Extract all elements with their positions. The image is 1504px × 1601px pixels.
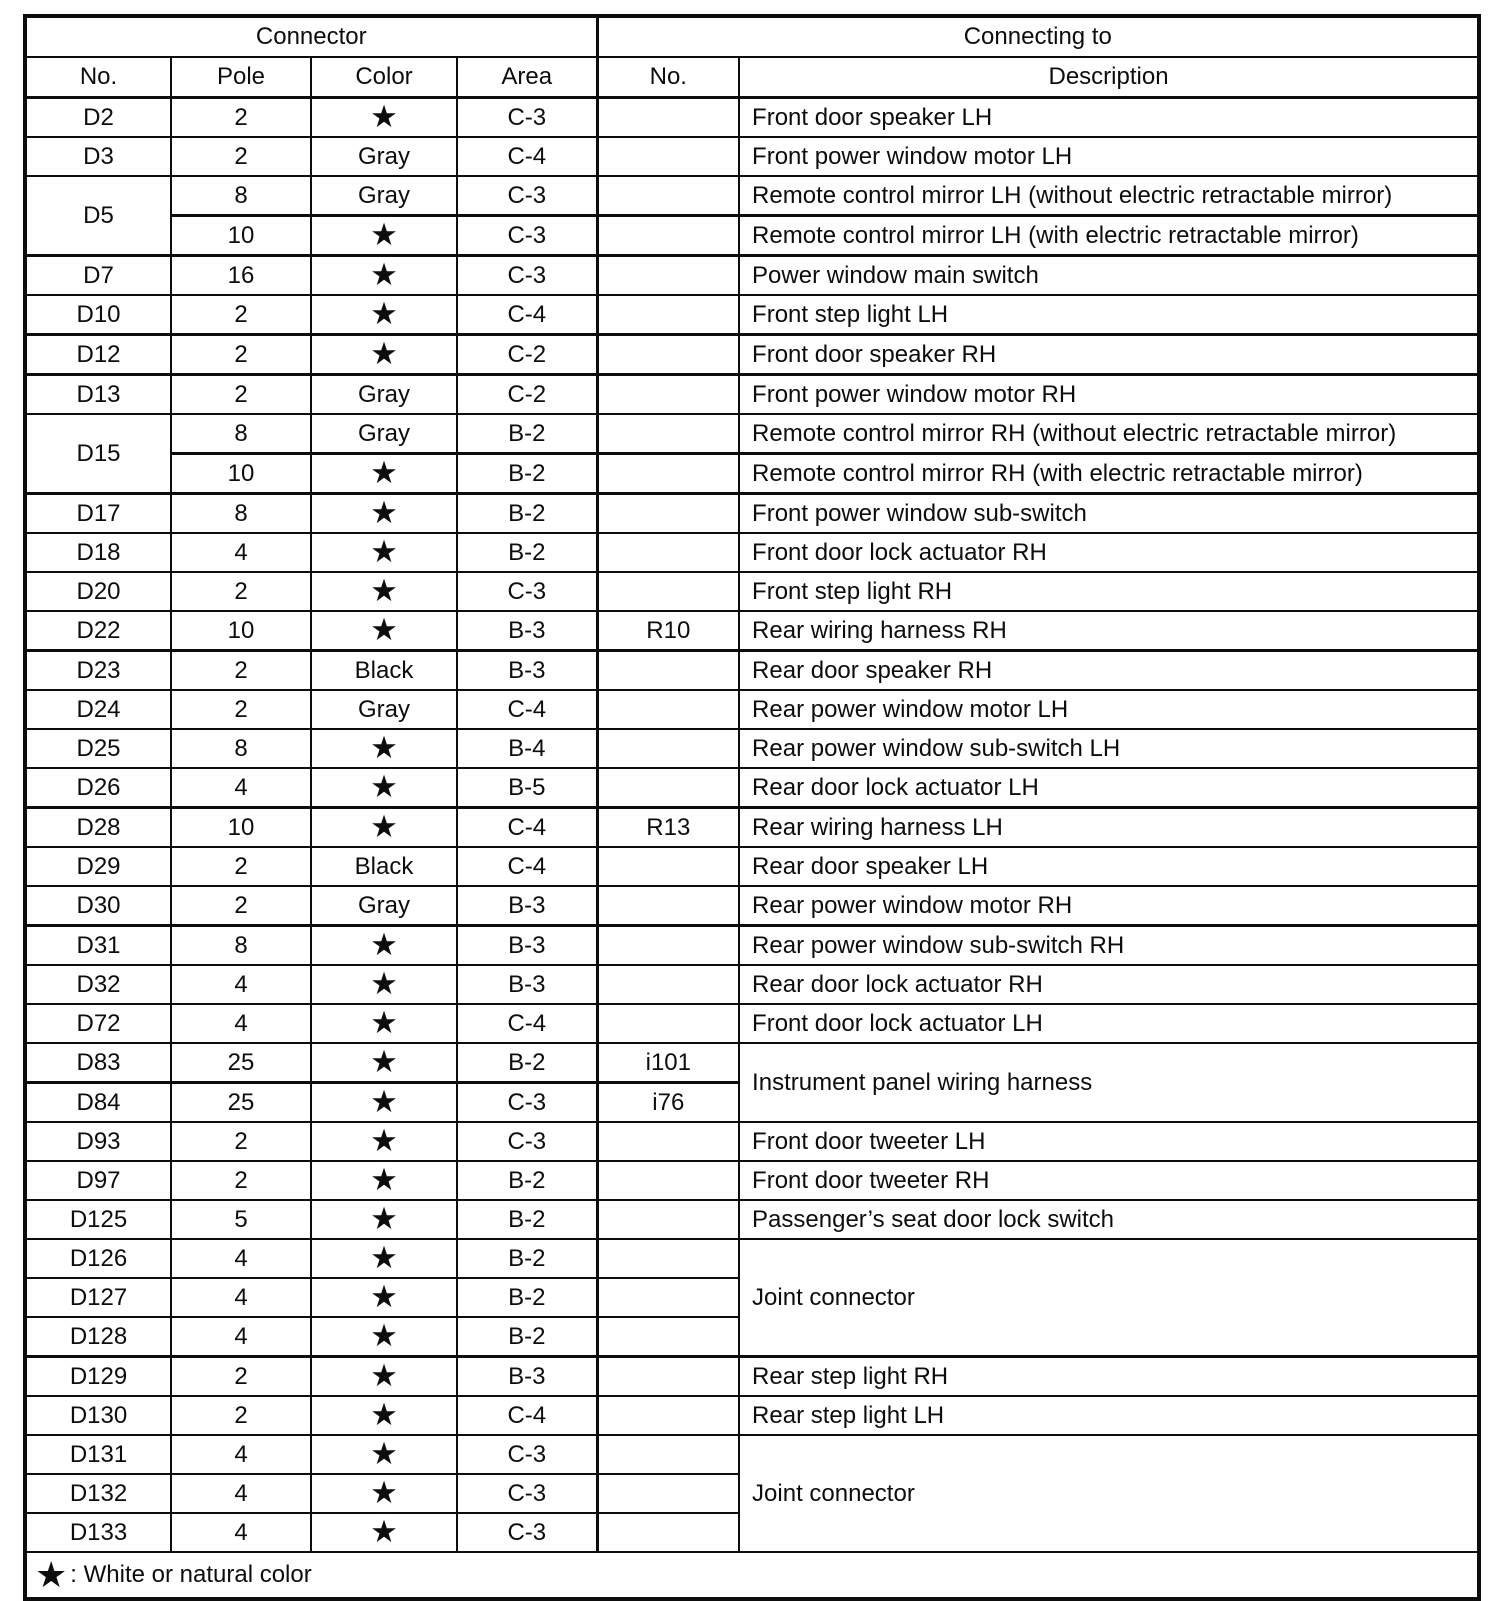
cell-connecting-no — [597, 1004, 739, 1043]
cell-area: B-2 — [457, 1200, 597, 1239]
connecting-to-group-header: Connecting to — [597, 16, 1479, 57]
cell-description: Front door tweeter RH — [739, 1161, 1479, 1200]
cell-connector-no: D31 — [25, 926, 171, 966]
cell-pole: 4 — [171, 965, 311, 1004]
table-row — [25, 1004, 1479, 1043]
cell-area: B-2 — [457, 533, 597, 572]
table-row — [25, 1357, 1479, 1397]
table-row — [25, 295, 1479, 335]
cell-pole: 4 — [171, 1317, 311, 1357]
cell-color — [311, 1239, 457, 1278]
cell-area: B-2 — [457, 1239, 597, 1278]
cell-connecting-no — [597, 98, 739, 138]
star-icon: ★ — [370, 1083, 398, 1119]
col-header-color: Color — [311, 57, 457, 98]
cell-description: Rear door lock actuator LH — [739, 768, 1479, 808]
table-row — [25, 1043, 1479, 1083]
table-row — [25, 651, 1479, 691]
cell-area: B-3 — [457, 886, 597, 926]
connector-table — [23, 14, 1481, 1601]
cell-area: B-2 — [457, 454, 597, 494]
cell-color — [311, 926, 457, 966]
table-row — [25, 768, 1479, 808]
cell-description: Remote control mirror RH (without electric retractable mirror) — [739, 414, 1479, 454]
cell-area: B-5 — [457, 768, 597, 808]
cell-color — [311, 216, 457, 256]
star-icon: ★ — [370, 454, 398, 490]
cell-area: B-4 — [457, 729, 597, 768]
cell-connector-no: D29 — [25, 847, 171, 886]
cell-area: C-4 — [457, 847, 597, 886]
cell-pole: 2 — [171, 335, 311, 375]
cell-pole: 2 — [171, 847, 311, 886]
footnote-cell — [25, 1552, 1479, 1599]
cell-color — [311, 1474, 457, 1513]
cell-pole: 2 — [171, 137, 311, 176]
cell-color: Gray — [311, 886, 457, 926]
cell-description: Rear door speaker RH — [739, 651, 1479, 691]
cell-description: Front power window sub-switch — [739, 494, 1479, 534]
col-header-connector-no: No. — [25, 57, 171, 98]
table-row — [25, 216, 1479, 256]
cell-connecting-no: i76 — [597, 1083, 739, 1123]
cell-color: Black — [311, 651, 457, 691]
star-icon: ★ — [370, 572, 398, 608]
cell-connector-no: D15 — [25, 414, 171, 494]
cell-connecting-no — [597, 1317, 739, 1357]
cell-connecting-no — [597, 216, 739, 256]
cell-connector-no: D5 — [25, 176, 171, 256]
cell-area: C-3 — [457, 1122, 597, 1161]
cell-connector-no: D26 — [25, 768, 171, 808]
table-row — [25, 256, 1479, 296]
cell-description: Front door tweeter LH — [739, 1122, 1479, 1161]
cell-description: Rear wiring harness LH — [739, 808, 1479, 848]
cell-pole: 4 — [171, 1513, 311, 1552]
cell-connector-no: D125 — [25, 1200, 171, 1239]
cell-pole: 8 — [171, 414, 311, 454]
cell-description: Rear step light RH — [739, 1357, 1479, 1397]
cell-connecting-no — [597, 256, 739, 296]
cell-description: Rear door speaker LH — [739, 847, 1479, 886]
cell-connecting-no — [597, 847, 739, 886]
cell-connecting-no — [597, 1474, 739, 1513]
cell-pole: 4 — [171, 533, 311, 572]
cell-description: Joint connector — [739, 1239, 1479, 1357]
cell-connector-no: D72 — [25, 1004, 171, 1043]
cell-color — [311, 768, 457, 808]
cell-connecting-no — [597, 1396, 739, 1435]
cell-color — [311, 1122, 457, 1161]
star-icon: ★ — [370, 256, 398, 292]
cell-area: C-4 — [457, 137, 597, 176]
star-icon: ★ — [370, 1161, 398, 1197]
cell-connector-no: D30 — [25, 886, 171, 926]
star-icon: ★ — [370, 1122, 398, 1158]
star-icon: ★ — [370, 1513, 398, 1549]
cell-color — [311, 1435, 457, 1474]
cell-pole: 2 — [171, 295, 311, 335]
cell-area: C-4 — [457, 295, 597, 335]
connector-group-header: Connector — [25, 16, 597, 57]
col-header-connecting-no: No. — [597, 57, 739, 98]
cell-description: Power window main switch — [739, 256, 1479, 296]
cell-color — [311, 808, 457, 848]
cell-pole: 25 — [171, 1043, 311, 1083]
cell-connecting-no — [597, 533, 739, 572]
star-icon: ★ — [35, 1554, 68, 1595]
cell-connector-no: D17 — [25, 494, 171, 534]
cell-description: Rear power window sub-switch RH — [739, 926, 1479, 966]
cell-color — [311, 1161, 457, 1200]
table-body — [25, 98, 1479, 1553]
table-row — [25, 137, 1479, 176]
cell-pole: 4 — [171, 1239, 311, 1278]
star-icon: ★ — [370, 926, 398, 962]
cell-connector-no: D83 — [25, 1043, 171, 1083]
cell-connecting-no — [597, 375, 739, 415]
cell-connecting-no — [597, 651, 739, 691]
cell-connecting-no — [597, 690, 739, 729]
cell-connector-no: D126 — [25, 1239, 171, 1278]
table-row — [25, 847, 1479, 886]
table-row — [25, 335, 1479, 375]
star-icon: ★ — [370, 965, 398, 1001]
cell-color: Gray — [311, 176, 457, 216]
cell-description: Front door speaker RH — [739, 335, 1479, 375]
cell-pole: 2 — [171, 651, 311, 691]
table-row — [25, 965, 1479, 1004]
cell-connector-no: D84 — [25, 1083, 171, 1123]
cell-description: Joint connector — [739, 1435, 1479, 1552]
cell-connector-no: D3 — [25, 137, 171, 176]
table-row — [25, 533, 1479, 572]
cell-color — [311, 1317, 457, 1357]
cell-description: Passenger’s seat door lock switch — [739, 1200, 1479, 1239]
cell-connecting-no — [597, 414, 739, 454]
cell-connector-no: D13 — [25, 375, 171, 415]
cell-connector-no: D93 — [25, 1122, 171, 1161]
cell-area: B-3 — [457, 1357, 597, 1397]
cell-color — [311, 1200, 457, 1239]
cell-area: C-4 — [457, 1004, 597, 1043]
cell-connecting-no — [597, 176, 739, 216]
cell-connector-no: D23 — [25, 651, 171, 691]
cell-color — [311, 98, 457, 138]
star-icon: ★ — [370, 768, 398, 804]
cell-connector-no: D130 — [25, 1396, 171, 1435]
cell-connector-no: D25 — [25, 729, 171, 768]
star-icon: ★ — [370, 808, 398, 844]
table-row — [25, 926, 1479, 966]
cell-description: Rear wiring harness RH — [739, 611, 1479, 651]
cell-area: C-3 — [457, 1513, 597, 1552]
table-row — [25, 1200, 1479, 1239]
cell-pole: 10 — [171, 611, 311, 651]
star-icon: ★ — [370, 1396, 398, 1432]
cell-color — [311, 572, 457, 611]
cell-pole: 10 — [171, 216, 311, 256]
cell-description: Rear power window sub-switch LH — [739, 729, 1479, 768]
cell-description: Rear power window motor RH — [739, 886, 1479, 926]
star-icon: ★ — [370, 335, 398, 371]
cell-description: Front step light LH — [739, 295, 1479, 335]
table-row — [25, 572, 1479, 611]
star-icon: ★ — [370, 1278, 398, 1314]
cell-pole: 8 — [171, 729, 311, 768]
table-row — [25, 454, 1479, 494]
cell-area: C-4 — [457, 1396, 597, 1435]
cell-description: Instrument panel wiring harness — [739, 1043, 1479, 1122]
cell-pole: 10 — [171, 808, 311, 848]
cell-area: C-3 — [457, 98, 597, 138]
cell-connector-no: D10 — [25, 295, 171, 335]
cell-color — [311, 1004, 457, 1043]
cell-connecting-no — [597, 1122, 739, 1161]
cell-color — [311, 1083, 457, 1123]
cell-description: Front power window motor RH — [739, 375, 1479, 415]
table-row — [25, 1122, 1479, 1161]
cell-description: Front door speaker LH — [739, 98, 1479, 138]
table-row — [25, 611, 1479, 651]
cell-description: Remote control mirror LH (with electric retractable mirror) — [739, 216, 1479, 256]
cell-description: Rear door lock actuator RH — [739, 965, 1479, 1004]
cell-area: C-4 — [457, 690, 597, 729]
cell-color — [311, 729, 457, 768]
column-header-row — [25, 57, 1479, 98]
cell-connecting-no — [597, 886, 739, 926]
cell-pole: 2 — [171, 886, 311, 926]
cell-description: Remote control mirror RH (with electric retractable mirror) — [739, 454, 1479, 494]
cell-connector-no: D24 — [25, 690, 171, 729]
table-row — [25, 690, 1479, 729]
cell-connector-no: D97 — [25, 1161, 171, 1200]
cell-pole: 2 — [171, 98, 311, 138]
cell-connector-no: D132 — [25, 1474, 171, 1513]
cell-area: B-2 — [457, 1278, 597, 1317]
col-header-pole: Pole — [171, 57, 311, 98]
cell-color: Gray — [311, 690, 457, 729]
cell-connector-no: D128 — [25, 1317, 171, 1357]
col-header-description: Description — [739, 57, 1479, 98]
cell-connector-no: D28 — [25, 808, 171, 848]
star-icon: ★ — [370, 216, 398, 252]
cell-connecting-no: R13 — [597, 808, 739, 848]
cell-connecting-no — [597, 1200, 739, 1239]
cell-pole: 4 — [171, 1435, 311, 1474]
star-icon: ★ — [370, 611, 398, 647]
cell-color — [311, 454, 457, 494]
cell-color — [311, 1278, 457, 1317]
cell-color — [311, 295, 457, 335]
cell-pole: 2 — [171, 1396, 311, 1435]
star-icon: ★ — [370, 1239, 398, 1275]
star-icon: ★ — [370, 98, 398, 134]
cell-area: C-3 — [457, 572, 597, 611]
cell-description: Rear step light LH — [739, 1396, 1479, 1435]
cell-connector-no: D129 — [25, 1357, 171, 1397]
cell-connecting-no — [597, 494, 739, 534]
cell-pole: 25 — [171, 1083, 311, 1123]
cell-connector-no: D18 — [25, 533, 171, 572]
cell-connecting-no: i101 — [597, 1043, 739, 1083]
cell-connector-no: D133 — [25, 1513, 171, 1552]
footnote-row — [25, 1552, 1479, 1599]
cell-color — [311, 533, 457, 572]
cell-area: C-2 — [457, 335, 597, 375]
cell-color: Gray — [311, 137, 457, 176]
cell-connecting-no — [597, 768, 739, 808]
cell-area: C-3 — [457, 1435, 597, 1474]
table-row — [25, 1435, 1479, 1474]
cell-color: Black — [311, 847, 457, 886]
table-row — [25, 494, 1479, 534]
cell-area: B-2 — [457, 1317, 597, 1357]
cell-pole: 8 — [171, 176, 311, 216]
star-icon: ★ — [370, 729, 398, 765]
cell-area: B-2 — [457, 494, 597, 534]
cell-color: Gray — [311, 414, 457, 454]
star-icon: ★ — [370, 494, 398, 530]
cell-color — [311, 1513, 457, 1552]
cell-color — [311, 1396, 457, 1435]
cell-color — [311, 335, 457, 375]
cell-connecting-no — [597, 137, 739, 176]
cell-connecting-no — [597, 454, 739, 494]
cell-pole: 2 — [171, 1161, 311, 1200]
cell-connector-no: D20 — [25, 572, 171, 611]
cell-connecting-no — [597, 729, 739, 768]
star-icon: ★ — [370, 1474, 398, 1510]
table-row — [25, 886, 1479, 926]
cell-pole: 2 — [171, 1357, 311, 1397]
cell-pole: 4 — [171, 768, 311, 808]
cell-area: C-3 — [457, 256, 597, 296]
cell-area: B-3 — [457, 611, 597, 651]
group-header-row — [25, 16, 1479, 57]
cell-pole: 10 — [171, 454, 311, 494]
table-row — [25, 98, 1479, 138]
cell-connector-no: D127 — [25, 1278, 171, 1317]
cell-connecting-no — [597, 1357, 739, 1397]
cell-area: C-3 — [457, 216, 597, 256]
cell-connector-no: D22 — [25, 611, 171, 651]
cell-area: C-3 — [457, 1083, 597, 1123]
cell-area: C-4 — [457, 808, 597, 848]
cell-pole: 16 — [171, 256, 311, 296]
cell-connecting-no — [597, 295, 739, 335]
cell-description: Front door lock actuator LH — [739, 1004, 1479, 1043]
table-row — [25, 375, 1479, 415]
cell-description: Front step light RH — [739, 572, 1479, 611]
cell-connector-no: D131 — [25, 1435, 171, 1474]
cell-area: C-3 — [457, 176, 597, 216]
cell-area: B-3 — [457, 965, 597, 1004]
cell-color — [311, 256, 457, 296]
star-icon: ★ — [370, 1435, 398, 1471]
cell-connecting-no — [597, 1513, 739, 1552]
cell-description: Rear power window motor LH — [739, 690, 1479, 729]
table-row — [25, 808, 1479, 848]
cell-description: Front power window motor LH — [739, 137, 1479, 176]
table-row — [25, 1396, 1479, 1435]
cell-color — [311, 1043, 457, 1083]
cell-description: Front door lock actuator RH — [739, 533, 1479, 572]
cell-connector-no: D2 — [25, 98, 171, 138]
cell-pole: 2 — [171, 375, 311, 415]
cell-area: C-2 — [457, 375, 597, 415]
footnote-text: : White or natural color — [70, 1561, 312, 1588]
table-row — [25, 729, 1479, 768]
cell-color: Gray — [311, 375, 457, 415]
table-row — [25, 1161, 1479, 1200]
cell-connecting-no — [597, 1278, 739, 1317]
star-icon: ★ — [370, 533, 398, 569]
cell-connecting-no — [597, 572, 739, 611]
cell-pole: 2 — [171, 1122, 311, 1161]
star-icon: ★ — [370, 295, 398, 331]
cell-connecting-no — [597, 335, 739, 375]
cell-color — [311, 494, 457, 534]
cell-connecting-no — [597, 1435, 739, 1474]
cell-connecting-no — [597, 926, 739, 966]
cell-area: C-3 — [457, 1474, 597, 1513]
cell-area: B-3 — [457, 926, 597, 966]
cell-pole: 4 — [171, 1004, 311, 1043]
table-row — [25, 414, 1479, 454]
cell-pole: 2 — [171, 690, 311, 729]
cell-area: B-3 — [457, 651, 597, 691]
star-icon: ★ — [370, 1357, 398, 1393]
star-icon: ★ — [370, 1004, 398, 1040]
table-row — [25, 1239, 1479, 1278]
cell-description: Remote control mirror LH (without electric retractable mirror) — [739, 176, 1479, 216]
cell-connecting-no — [597, 965, 739, 1004]
cell-connecting-no — [597, 1161, 739, 1200]
cell-pole: 4 — [171, 1474, 311, 1513]
cell-color — [311, 1357, 457, 1397]
cell-pole: 4 — [171, 1278, 311, 1317]
cell-connecting-no: R10 — [597, 611, 739, 651]
cell-pole: 5 — [171, 1200, 311, 1239]
cell-area: B-2 — [457, 414, 597, 454]
cell-color — [311, 611, 457, 651]
col-header-area: Area — [457, 57, 597, 98]
cell-connector-no: D12 — [25, 335, 171, 375]
cell-area: B-2 — [457, 1043, 597, 1083]
cell-pole: 2 — [171, 572, 311, 611]
star-icon: ★ — [370, 1317, 398, 1353]
cell-area: B-2 — [457, 1161, 597, 1200]
star-icon: ★ — [370, 1200, 398, 1236]
cell-color — [311, 965, 457, 1004]
cell-connector-no: D7 — [25, 256, 171, 296]
cell-connector-no: D32 — [25, 965, 171, 1004]
cell-pole: 8 — [171, 926, 311, 966]
star-icon: ★ — [370, 1043, 398, 1079]
cell-connecting-no — [597, 1239, 739, 1278]
table-row — [25, 176, 1479, 216]
cell-pole: 8 — [171, 494, 311, 534]
